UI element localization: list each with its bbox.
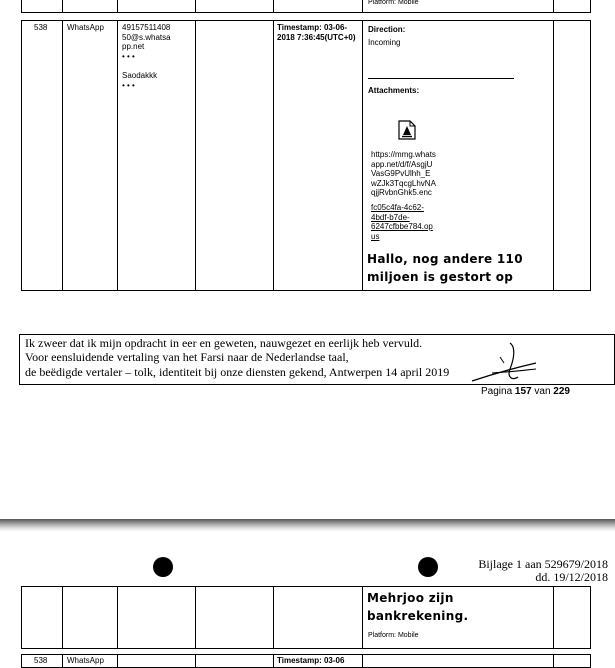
pagination-prefix: Pagina — [481, 386, 515, 397]
np-row-col-gap — [195, 586, 274, 649]
attachment-url: https://mmg.whats app.net/d/f/AsgjU VasG9PvUlhh_E wZJk3TqcgLhvNA qjjRvbnGhk5.enc — [371, 150, 436, 197]
attachment-link[interactable]: fc05c4fa-4c62- 4bdf-b7de- 6247cfbbe784.op us — [371, 203, 433, 241]
signature-mark — [470, 339, 542, 387]
certification-line-1: Ik zweer dat ik mijn opdracht in eer en geweten, nauwgezet en eerlijk heb vervuld. — [25, 336, 423, 350]
sender-dots: • • • — [122, 52, 135, 61]
row-col-end — [553, 20, 591, 291]
sender-name: Saodakkk — [122, 71, 158, 80]
pagination-current: 157 — [514, 386, 532, 397]
name-dots: • • • — [122, 81, 135, 90]
pagination-total: 229 — [553, 386, 570, 397]
top-row-col-sender — [117, 0, 196, 13]
np-row2-timestamp: Timestamp: 03-06 — [277, 656, 345, 665]
np-platform: Platform: Mobile — [368, 632, 419, 639]
direction-divider — [368, 78, 514, 79]
top-row-platform: Platform: Mobile — [368, 0, 419, 6]
message-timestamp: Timestamp: 03-06-2018 7:36:45(UTC+0) — [277, 23, 356, 42]
np-row2-col-end — [553, 654, 591, 668]
np-row-col-time — [273, 586, 363, 649]
annex-line-2: dd. 19/12/2018 — [535, 570, 608, 584]
np-row-col-end — [553, 586, 591, 649]
row-col-time — [273, 20, 363, 291]
message-id: 538 — [34, 23, 48, 32]
message-app: WhatsApp — [67, 23, 104, 32]
np-body-text: Mehrjoo zijn bankrekening. — [367, 591, 469, 623]
top-row-col-end — [553, 0, 591, 13]
direction-value: Incoming — [368, 38, 401, 47]
punch-hole-left — [153, 557, 173, 577]
np-row2-app: WhatsApp — [67, 656, 104, 665]
sender-number: 49157511408 50@s.whatsa pp.net — [122, 23, 171, 51]
pagination-middle: van — [531, 386, 554, 397]
top-row-col-gap — [195, 0, 274, 13]
row-col-id — [21, 20, 63, 291]
np-row2-col-body — [362, 654, 554, 668]
np-row2-id: 538 — [34, 656, 48, 665]
row-col-gap — [195, 20, 274, 291]
np-row-col-sender — [117, 586, 196, 649]
np-row-col-app — [62, 586, 118, 649]
np-row-col-id — [21, 586, 63, 649]
np-row2-col-gap — [195, 654, 274, 668]
message-body-text: Hallo, nog andere 110 miljoen is gestort op — [367, 252, 523, 284]
attachment-file-icon — [396, 120, 418, 140]
row-col-app — [62, 20, 118, 291]
certification-line-2: Voor eensluidende vertaling van het Farsi naar de Nederlandse taal, — [25, 350, 349, 364]
np-row2-col-sender — [117, 654, 196, 668]
top-row-col-app — [62, 0, 118, 13]
top-row-col-time — [273, 0, 363, 13]
attachments-label: Attachments: — [368, 86, 420, 95]
page-separator — [0, 519, 615, 531]
direction-label: Direction: — [368, 25, 406, 34]
punch-hole-right — [418, 557, 438, 577]
pagination — [481, 386, 570, 397]
top-row-col-id — [21, 0, 63, 13]
certification-line-3: de beëdigde vertaler – tolk, identiteit bij onze diensten gekend, Antwerpen 14 april 2019 — [25, 365, 450, 379]
annex-line-1: Bijlage 1 aan 529679/2018 — [478, 557, 608, 571]
